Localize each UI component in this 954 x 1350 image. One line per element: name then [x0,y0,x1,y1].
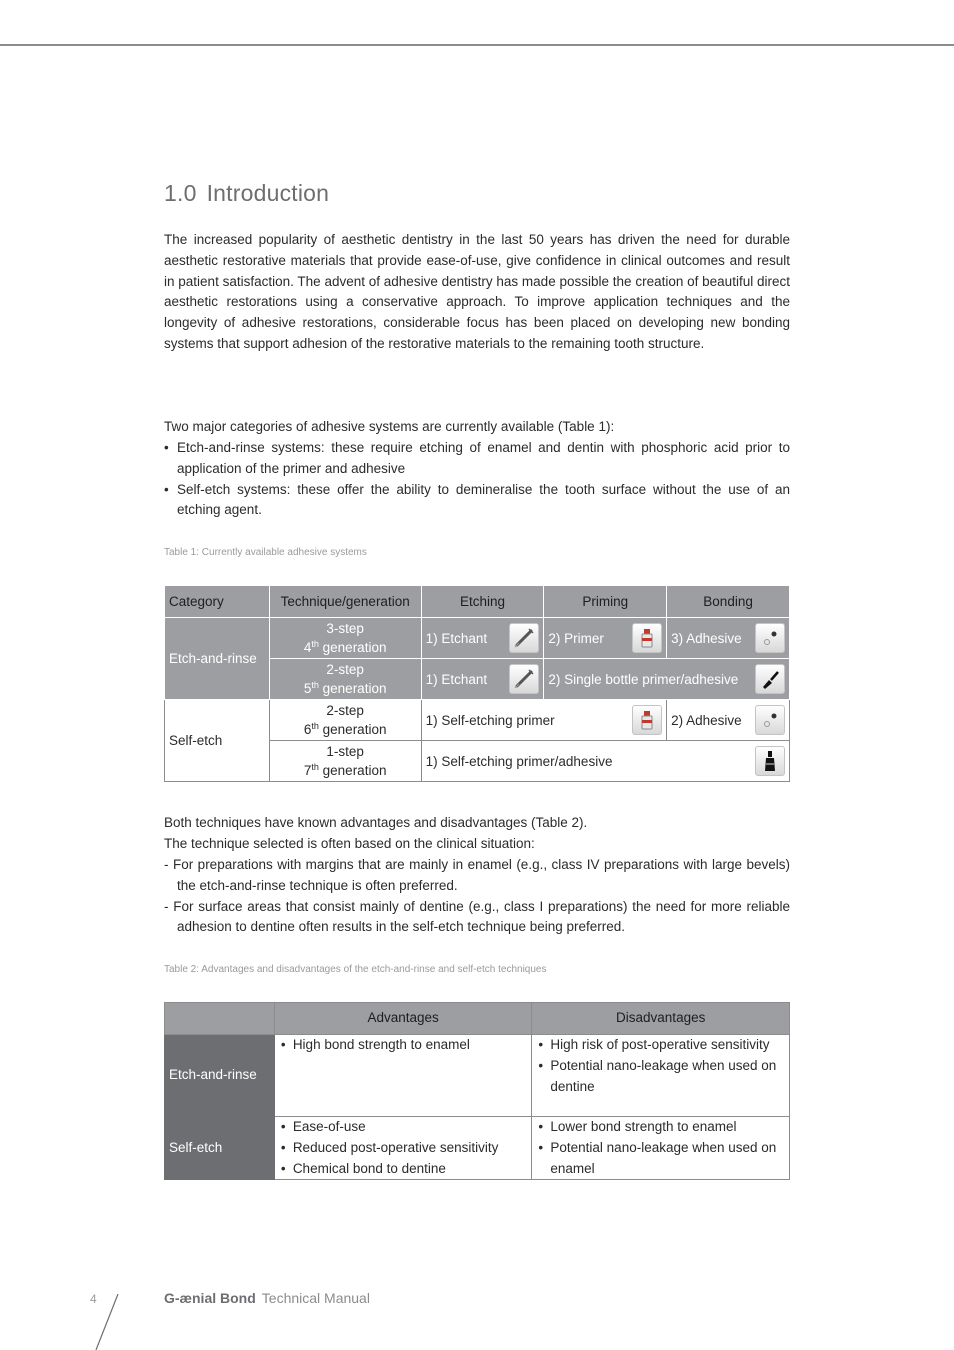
header-category: Category [165,586,270,618]
header-priming: Priming [544,586,667,618]
list-item: • Lower bond strength to enamel [538,1119,737,1134]
list-item: • Potential nano-leakage when used on enamel [538,1139,777,1176]
adhesive-droplet-icon [755,623,785,653]
header-bonding: Bonding [667,586,790,618]
etching-priming-cell: 1) Self-etching primer [421,700,667,741]
priming-cell: 2) Primer [544,618,667,659]
list-item: • Ease-of-use [280,1119,366,1134]
category-self-etch: Self-etch [165,700,270,782]
primer-bottle-icon [632,623,662,653]
generation-7: 1-step 7th generation [269,741,421,782]
section-number: 1.0 [164,180,197,206]
list-item: • Reduced post-operative sensitivity [280,1139,499,1155]
header-technique: Technique/generation [269,586,421,618]
syringe-icon [509,664,539,694]
advantages-cell [274,1035,532,1117]
footer-brand: G-ænial Bond [164,1290,256,1306]
disadvantages-cell [532,1035,790,1117]
brush-applicator-icon [755,664,785,694]
table-header-row [165,1003,790,1035]
disadvantages-cell [532,1117,790,1180]
etching-cell: 1) Etchant [421,618,544,659]
table-row [165,1035,790,1117]
list-item: • Potential nano-leakage when used on dentine [538,1057,777,1094]
table-row [165,618,790,659]
etching-cell: 1) Etchant [421,659,544,700]
advantages-cell [274,1117,532,1180]
table-row [165,700,790,741]
techniques-intro-1: Both techniques have known advantages and disadvantages (Table 2). [164,815,588,830]
generation-4: 3-step 4th generation [269,618,421,659]
categories-intro: Two major categories of adhesive systems are currently available (Table 1): [164,419,615,434]
table2-caption: Table 2: Advantages and disadvantages of the etch-and-rinse and self-etch techniques [164,964,547,975]
header-disadvantages: Disadvantages [532,1003,790,1035]
categories-list [164,438,790,521]
generation-6: 2-step 6th generation [269,700,421,741]
footer-slash-divider [94,1294,120,1350]
table1-caption: Table 1: Currently available adhesive systems [164,547,367,558]
list-item: • Etch-and-rinse systems: these require etching of enamel and dentin with phosphoric acid prior to application of the primer and adhesive [164,440,790,476]
row-label-etch-and-rinse: Etch-and-rinse [165,1035,275,1117]
header-empty [165,1003,275,1035]
category-etch-and-rinse: Etch-and-rinse [165,618,270,700]
list-item: • High risk of post-operative sensitivity [538,1037,770,1052]
table-header-row [165,586,790,618]
primer-bottle-icon [632,705,662,735]
advantages-table [164,1002,790,1180]
header-advantages: Advantages [274,1003,532,1035]
row-label-self-etch: Self-etch [165,1117,275,1180]
list-item: • Self-etch systems: these offer the ability to demineralise the tooth surface without the use of an etching agent. [164,481,790,518]
page-number: 4 [90,1292,97,1306]
top-rule [0,44,954,46]
section-title [164,180,329,207]
footer-title [164,1290,370,1306]
generation-5: 2-step 5th generation [269,659,421,700]
list-item: - For preparations with margins that are mainly in enamel (e.g., class IV preparations with large bevels) the etch-and-rinse technique is often preferred. [164,857,790,893]
bonding-cell: 2) Adhesive [667,700,790,741]
all-in-one-cell: 1) Self-etching primer/adhesive [421,741,789,782]
techniques-list [164,855,790,938]
table-row [165,1117,790,1180]
syringe-icon [509,623,539,653]
section-title-text: Introduction [206,180,330,206]
priming-bonding-cell: 2) Single bottle primer/adhesive [544,659,790,700]
header-etching: Etching [421,586,544,618]
dark-bottle-icon [755,746,785,776]
list-item: - For surface areas that consist mainly of dentine (e.g., class I preparations) the need for more reliable adhesion to dentine often results in the self-etch technique being preferred. [164,898,790,935]
adhesive-systems-table [164,585,790,782]
adhesive-droplet-icon [755,705,785,735]
intro-paragraph: The increased popularity of aesthetic dentistry in the last 50 years has driven the need for durable aesthetic restorative materials that provide ease-of-use, give confidence in clinical outcomes and result in patient satisfaction. The advent of adhesive dentistry has made possible the creation of beautiful direct aesthetic restorations using a conservative approach. To improve application techniques and the longevity of adhesive restorations, considerable focus has been placed on developing new bonding systems that support adhesion of the restorative materials to the remaining tooth structure. [164,232,790,351]
bonding-cell: 3) Adhesive [667,618,790,659]
footer-doc: Technical Manual [261,1290,370,1306]
list-item: • Chemical bond to dentine [280,1160,446,1176]
techniques-intro-2: The technique selected is often based on the clinical situation: [164,836,535,851]
list-item: • High bond strength to enamel [280,1037,470,1052]
